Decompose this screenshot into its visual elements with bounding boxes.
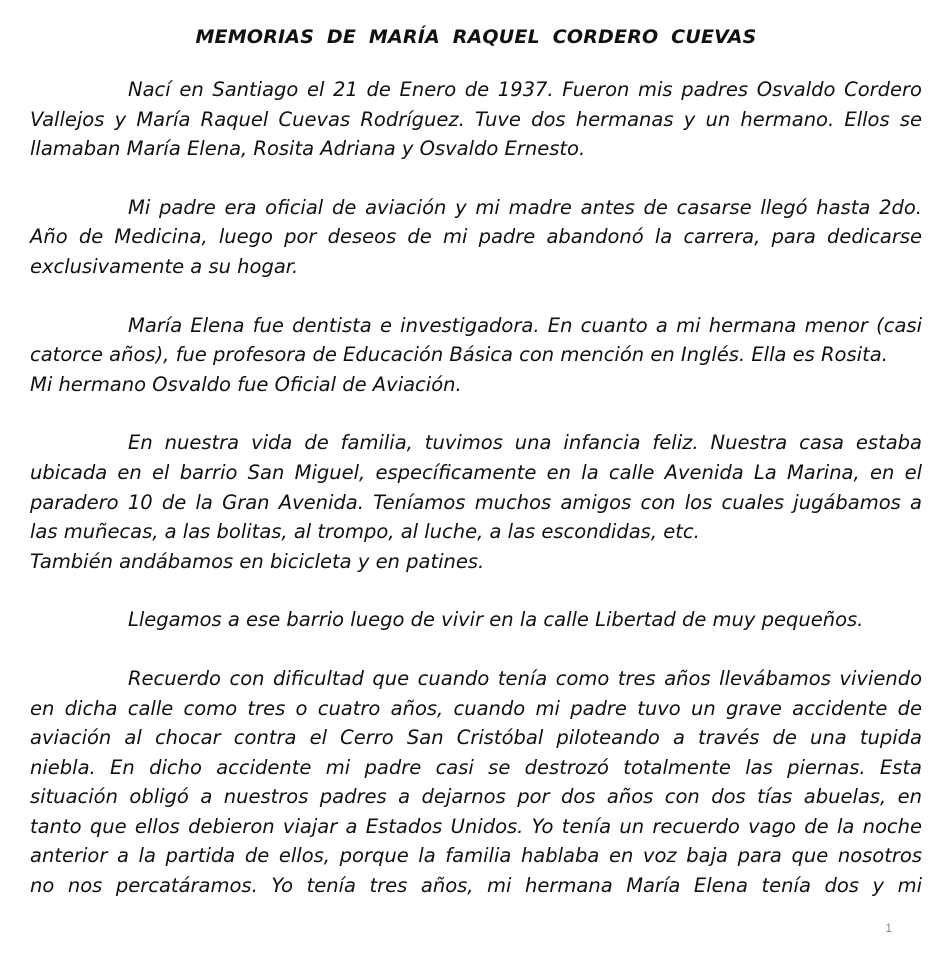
paragraph-line: situación obligó a nuestros padres a dejarnos por dos años con dos tías abuelas, en bbox=[30, 785, 922, 809]
document-title: MEMORIAS DE MARÍA RAQUEL CORDERO CUEVAS bbox=[195, 26, 757, 48]
paragraph-line: Llegamos a ese barrio luego de vivir en la calle Libertad de muy pequeños. bbox=[128, 608, 864, 632]
paragraph-parents bbox=[30, 193, 922, 282]
paragraph-line: paradero 10 de la Gran Avenida. Teníamos muchos amigos con los cuales jugábamos a bbox=[30, 490, 922, 514]
paragraph-line: ubicada en el barrio San Miguel, específicamente en la calle Avenida La Marina, en el bbox=[30, 460, 922, 484]
paragraph-line: catorce años), fue profesora de Educación Básica con mención en Inglés. Ella es Rosita. bbox=[30, 343, 888, 367]
paragraph-neighborhood bbox=[30, 605, 922, 635]
paragraph-line: tanto que ellos debieron viajar a Estados Unidos. Yo tenía un recuerdo vago de la noche bbox=[30, 814, 922, 838]
paragraph-line: Mi padre era oficial de aviación y mi madre antes de casarse llegó hasta 2do. bbox=[128, 195, 922, 219]
paragraph-line: anterior a la partida de ellos, porque la familia hablaba en voz baja para que nosotros bbox=[30, 844, 922, 868]
paragraph-line: Año de Medicina, luego por deseos de mi padre abandonó la carrera, para dedicarse bbox=[30, 225, 922, 249]
paragraph-childhood bbox=[30, 428, 922, 576]
paragraph-line: llamaban María Elena, Rosita Adriana y Osvaldo Ernesto. bbox=[30, 137, 586, 161]
paragraph-line: María Elena fue dentista e investigadora. En cuanto a mi hermana menor (casi bbox=[128, 313, 922, 337]
paragraph-line: Recuerdo con dificultad que cuando tenía como tres años llevábamos viviendo bbox=[128, 666, 922, 690]
paragraph-line: Mi hermano Osvaldo fue Oficial de Aviación. bbox=[30, 372, 462, 396]
paragraph-line: También andábamos en bicicleta y en patines. bbox=[30, 549, 485, 573]
paragraph-line: En nuestra vida de familia, tuvimos una infancia feliz. Nuestra casa estaba bbox=[128, 431, 922, 455]
paragraph-line: niebla. En dicho accidente mi padre casi se destrozó totalmente las piernas. Esta bbox=[30, 755, 922, 779]
paragraph-line: no nos percatáramos. Yo tenía tres años, mi hermana María Elena tenía dos y mi bbox=[30, 874, 922, 898]
paragraph-birth bbox=[30, 75, 922, 164]
paragraph-line: en dicha calle como tres o cuatro años, cuando mi padre tuvo un grave accidente de bbox=[30, 696, 922, 720]
paragraph-siblings bbox=[30, 311, 922, 400]
paragraph-line: aviación al chocar contra el Cerro San Cristóbal piloteando a través de una tupida bbox=[30, 726, 922, 750]
paragraph-line: Nací en Santiago el 21 de Enero de 1937. Fueron mis padres Osvaldo Cordero bbox=[128, 78, 922, 101]
paragraph-line: exclusivamente a su hogar. bbox=[30, 254, 299, 278]
paragraph-line: Vallejos y María Raquel Cuevas Rodríguez. Tuve dos hermanas y un hermano. Ellos se bbox=[30, 107, 922, 131]
page-number: 1 bbox=[885, 921, 892, 935]
paragraph-accident bbox=[30, 664, 922, 901]
paragraph-line: las muñecas, a las bolitas, al trompo, al luche, a las escondidas, etc. bbox=[30, 520, 700, 544]
